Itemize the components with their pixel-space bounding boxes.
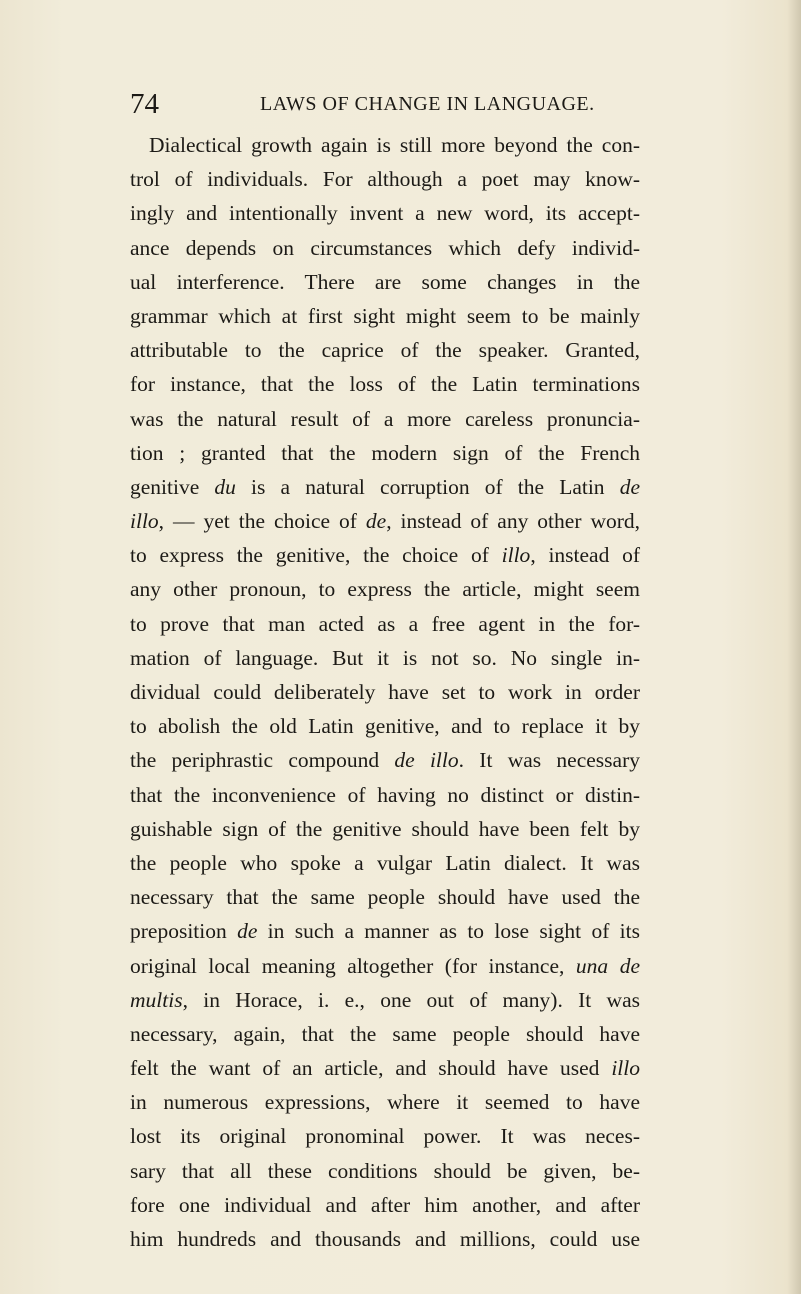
text-line: felt the want of an article, and should have used illo (130, 1056, 640, 1081)
text-line: trol of individuals. For although a poet may know- (130, 167, 640, 192)
text-line: him hundreds and thousands and millions, could use (130, 1227, 640, 1251)
page-edge-shadow (787, 0, 801, 1294)
text-line: to prove that man acted as a free agent in the for- (130, 611, 640, 636)
text-line: necessary, again, that the same people should have (130, 1021, 640, 1046)
text-line: ingly and intentionally invent a new word, its accept- (130, 201, 640, 226)
text-line: the people who spoke a vulgar Latin dialect. It was (130, 850, 640, 875)
body-text (130, 128, 640, 1256)
text-line: attributable to the caprice of the speaker. Granted, (130, 338, 640, 363)
text-line: grammar which at first sight might seem to be mainly (130, 303, 640, 328)
text-line: preposition de in such a manner as to lose sight of its (130, 919, 640, 944)
text-line: the periphrastic compound de illo. It was necessary (130, 748, 640, 773)
text-line: fore one individual and after him another, and after (130, 1192, 640, 1217)
running-head: LAWS OF CHANGE IN LANGUAGE. (260, 93, 595, 115)
text-line: multis, in Horace, i. e., one out of many). It was (130, 987, 640, 1012)
page-header (130, 84, 640, 124)
text-line: genitive du is a natural corruption of the Latin de (130, 474, 640, 499)
text-line: Dialectical growth again is still more beyond the con- (149, 133, 640, 157)
text-line: for instance, that the loss of the Latin terminations (130, 372, 640, 397)
text-line: illo, — yet the choice of de, instead of any other word, (130, 509, 641, 534)
text-line: dividual could deliberately have set to work in order (130, 680, 640, 704)
text-line: mation of language. But it is not so. No single in- (130, 645, 640, 670)
text-line: was the natural result of a more careless pronuncia- (130, 406, 640, 431)
text-line: sary that all these conditions should be given, be- (130, 1158, 640, 1183)
text-line: guishable sign of the genitive should have been felt by (130, 816, 640, 841)
text-line: tion ; granted that the modern sign of the French (130, 440, 640, 465)
page-number: 74 (130, 88, 159, 120)
text-line: necessary that the same people should have used the (130, 885, 640, 910)
text-line: ance depends on circumstances which defy individ- (130, 235, 640, 260)
text-line: in numerous expressions, where it seemed to have (130, 1090, 640, 1115)
text-line: original local meaning altogether (for instance, una de (130, 953, 640, 978)
text-line: ual interference. There are some changes in the (130, 269, 640, 294)
text-line: lost its original pronominal power. It was neces- (130, 1124, 640, 1149)
text-line: any other pronoun, to express the article, might seem (130, 577, 640, 602)
text-line: to abolish the old Latin genitive, and to replace it by (130, 714, 640, 739)
text-line: to express the genitive, the choice of illo, instead of (130, 543, 640, 568)
text-line: that the inconvenience of having no distinct or distin- (130, 782, 640, 807)
